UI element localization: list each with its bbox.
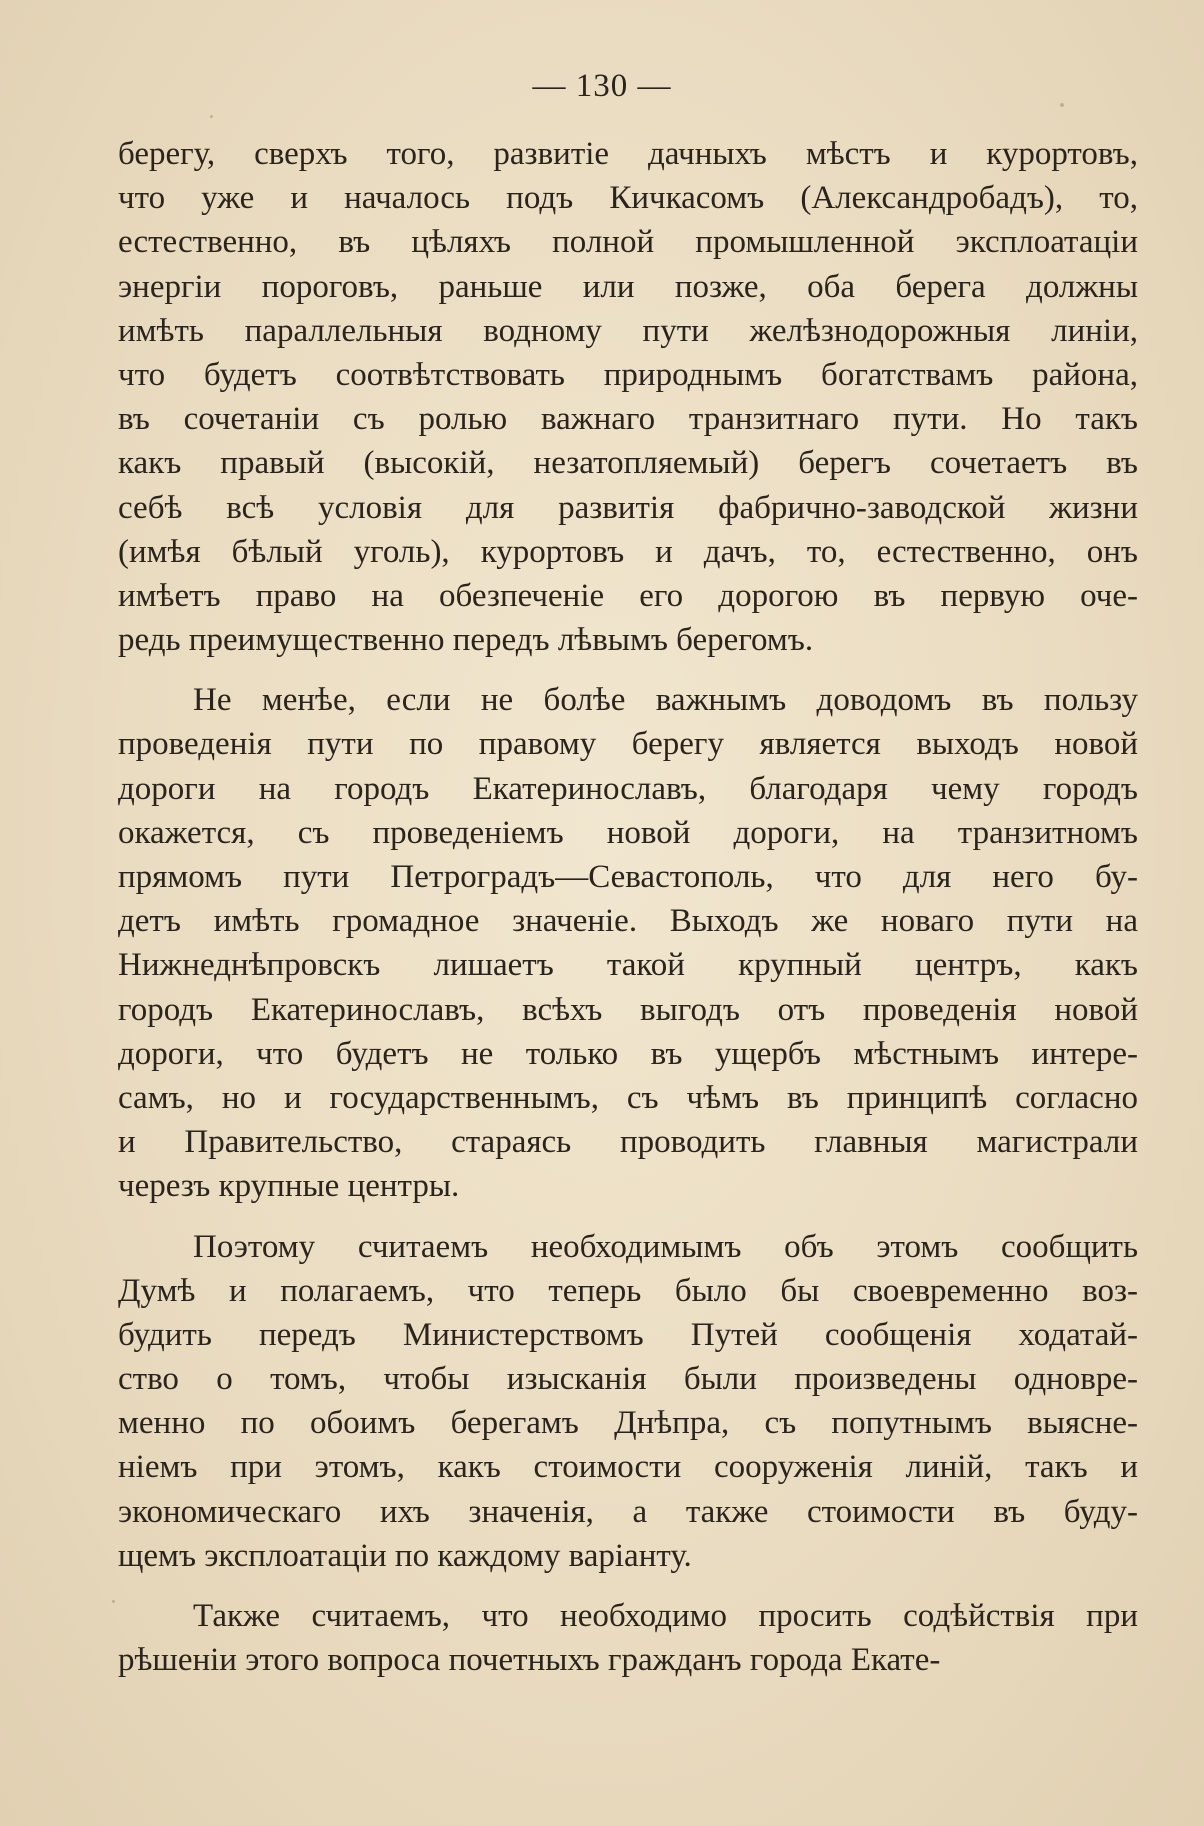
text-line: будить передъ Министерствомъ Путей сообщенія ходатай-: [118, 1316, 1138, 1353]
text-line: щемъ эксплоатаціи по каждому варіанту.: [118, 1537, 692, 1574]
text-line: какъ правый (высокій, незатопляемый) берегъ сочетаетъ въ: [118, 445, 1138, 482]
text-line: самъ, но и государственнымъ, съ чѣмъ въ принципѣ согласно: [118, 1079, 1138, 1116]
text-line: ніемъ при этомъ, какъ стоимости сооруженія линій, такъ и: [118, 1449, 1138, 1486]
text-line: что будетъ соотвѣтствовать природнымъ богатствамъ района,: [118, 356, 1138, 393]
text-line: естественно, въ цѣляхъ полной промышленной эксплоатаціи: [118, 224, 1138, 261]
page-number: — 130 —: [532, 68, 672, 104]
text-line: прямомъ пути Петроградъ—Севастополь, что для него бу-: [118, 859, 1138, 895]
text-line: себѣ всѣ условія для развитія фабрично-заводской жизни: [118, 489, 1138, 526]
text-line: Также считаемъ, что необходимо просить содѣйствія при: [193, 1598, 1138, 1634]
text-line: дороги на городъ Екатеринославъ, благодаря чему городъ: [118, 770, 1138, 807]
paragraph: [118, 1225, 1138, 1579]
text-line: дороги, что будетъ не только въ ущербъ мѣстнымъ интере-: [118, 1035, 1138, 1072]
text-line: энергіи пороговъ, раньше или позже, оба берега должны: [118, 268, 1138, 305]
text-line: берегу, сверхъ того, развитіе дачныхъ мѣстъ и курортовъ,: [118, 136, 1138, 172]
text-line: окажется, съ проведеніемъ новой дороги, на транзитномъ: [118, 814, 1138, 851]
text-line: Не менѣе, если не болѣе важнымъ доводомъ въ пользу: [193, 682, 1138, 719]
text-line: черезъ крупные центры.: [118, 1168, 460, 1205]
paragraph: [118, 132, 1138, 662]
text-line: менно по обоимъ берегамъ Днѣпра, съ попутнымъ выясне-: [118, 1405, 1138, 1442]
text-line: редь преимущественно передъ лѣвымъ берегомъ.: [118, 622, 814, 659]
text-line: рѣшеніи этого вопроса почетныхъ гражданъ города Екате-: [118, 1642, 941, 1679]
text-line: детъ имѣть громадное значеніе. Выходъ же новаго пути на: [118, 903, 1138, 940]
text-line: имѣетъ право на обезпеченіе его дорогою въ первую оче-: [118, 577, 1138, 614]
text-line: Думѣ и полагаемъ, что теперь было бы своевременно воз-: [118, 1272, 1138, 1309]
text-line: городъ Екатеринославъ, всѣхъ выгодъ отъ проведенія новой: [118, 991, 1138, 1028]
scan-speck: [112, 1600, 115, 1603]
paragraph: [118, 678, 1138, 1208]
text-line: и Правительство, стараясь проводить главныя магистрали: [118, 1124, 1138, 1161]
text-line: ство о томъ, чтобы изысканія были произведены одновре-: [118, 1361, 1138, 1398]
scan-speck: [210, 115, 213, 118]
text-line: Поэтому считаемъ необходимымъ объ этомъ сообщить: [193, 1228, 1138, 1265]
scan-speck: [1060, 103, 1064, 107]
text-line: что уже и началось подъ Кичкасомъ (Александробадъ), то,: [118, 180, 1138, 217]
text-line: имѣть параллельныя водному пути желѣзнодорожныя линіи,: [118, 312, 1138, 349]
paragraph: [118, 1594, 1138, 1682]
text-line: экономическаго ихъ значенія, а также стоимости въ буду-: [118, 1493, 1138, 1530]
body-text: [118, 132, 1138, 1682]
text-line: въ сочетаніи съ ролью важнаго транзитнаго пути. Но такъ: [118, 401, 1138, 438]
text-line: (имѣя бѣлый уголь), курортовъ и дачъ, то, естественно, онъ: [118, 533, 1138, 570]
text-line: Нижнеднѣпровскъ лишаетъ такой крупный центръ, какъ: [118, 947, 1138, 984]
text-line: проведенія пути по правому берегу является выходъ новой: [118, 726, 1138, 763]
